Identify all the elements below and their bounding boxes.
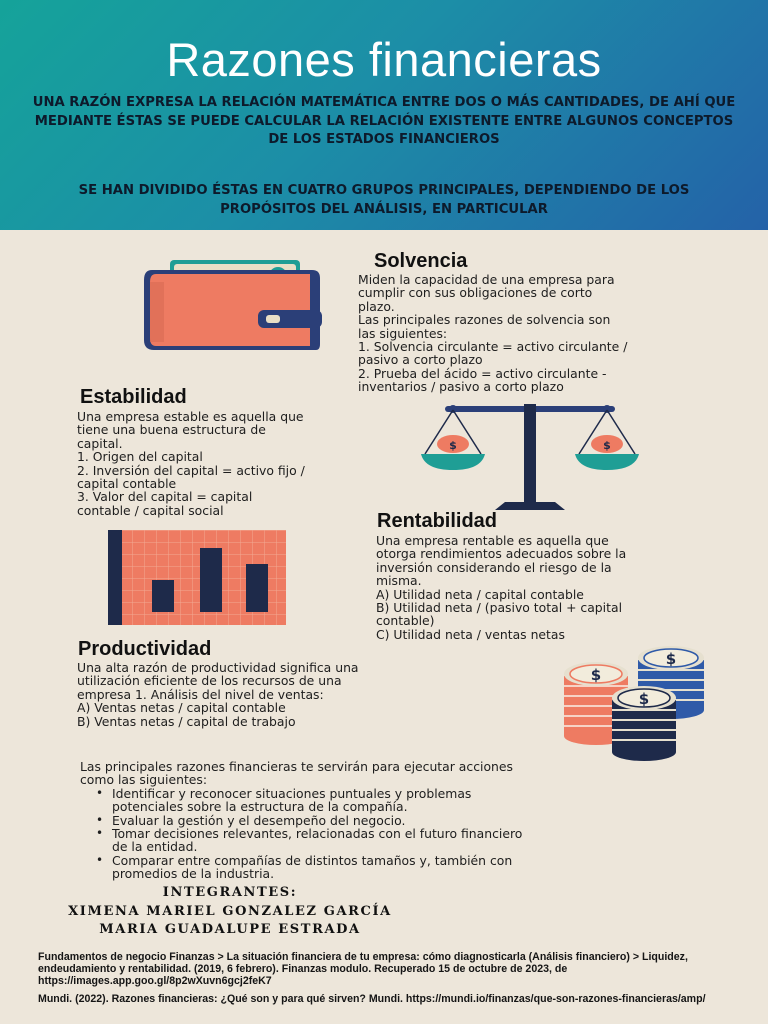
svg-text:$: $	[638, 690, 650, 708]
productividad-line: B) Ventas netas / capital de trabajo	[77, 713, 296, 729]
estabilidad-line: capital contable	[77, 476, 177, 492]
page-title: Razones financieras	[166, 33, 602, 86]
estabilidad-line: tiene una buena estructura de	[77, 422, 266, 438]
productividad-line: utilización eficiente de los recursos de una	[77, 673, 342, 689]
list-item: • Identificar y reconocer situaciones puntuales y problemas potenciales sobre la estructura de la compañía.	[112, 787, 720, 814]
rentabilidad-line: A) Utilidad neta / capital contable	[376, 586, 584, 602]
svg-text:$: $	[590, 666, 602, 684]
coin-stack-navy	[612, 686, 676, 761]
rentabilidad-text	[376, 534, 761, 641]
solvencia-line: 1. Solvencia circulante = activo circulante /	[358, 339, 628, 355]
estabilidad-line: 3. Valor del capital = capital	[77, 489, 253, 505]
list-item: • Comparar entre compañías de distintos tamaños y, también con promedios de la industria.	[112, 854, 720, 881]
summary-intro: Las principales razones financieras te servirán para ejecutar acciones como las siguientes:	[80, 759, 513, 788]
bar-chart-icon	[108, 530, 286, 625]
solvencia-line: pasivo a corto plazo	[358, 352, 483, 368]
svg-text:$: $	[603, 439, 611, 452]
wallet-icon	[140, 258, 325, 356]
team-label: INTEGRANTES:	[162, 885, 298, 900]
productividad-line: A) Ventas netas / capital contable	[77, 700, 286, 716]
svg-text:$: $	[449, 439, 457, 452]
solvencia-line: Las principales razones de solvencia son	[358, 312, 611, 328]
rentabilidad-line: inversión considerando el riesgo de la	[376, 559, 612, 575]
summary-section	[80, 760, 720, 881]
header-banner	[0, 0, 768, 230]
rentabilidad-line: Una empresa rentable es aquella que	[376, 533, 609, 548]
solvencia-text	[358, 273, 758, 394]
list-item: • Evaluar la gestión y el desempeño del negocio.	[112, 814, 720, 827]
team-member: XIMENA MARIEL GONZALEZ GARCÍA	[68, 904, 392, 919]
intro-paragraph: UNA RAZÓN EXPRESA LA RELACIÓN MATEMÁTICA ENTRE DOS O MÁS CANTIDADES, DE AHÍ QUE MEDIANTE ÉSTAS SE PUEDE CALCULAR LA RELACIÓN EXISTENTE ENTRE ALGUNOS CONCEPTOS DE LOS ESTADOS FINANCIEROS	[32, 95, 736, 147]
rentabilidad-line: misma.	[376, 573, 422, 589]
solvencia-line: Miden la capacidad de una empresa para	[358, 272, 615, 287]
productividad-text	[77, 661, 507, 728]
rentabilidad-heading: Rentabilidad	[377, 510, 498, 532]
list-item: • Tomar decisiones relevantes, relacionadas con el futuro financiero de la entidad.	[112, 827, 720, 854]
estabilidad-heading: Estabilidad	[80, 386, 187, 408]
estabilidad-text	[77, 410, 407, 517]
summary-list	[80, 787, 720, 881]
solvencia-heading: Solvencia	[374, 250, 468, 272]
solvencia-line: inventarios / pasivo a corto plazo	[358, 379, 564, 395]
productividad-heading: Productividad	[78, 638, 212, 660]
balance-scale-icon	[415, 398, 645, 513]
intro-groups-paragraph: SE HAN DIVIDIDO ÉSTAS EN CUATRO GRUPOS PRINCIPALES, DEPENDIENDO DE LOS PROPÓSITOS DEL ANÁLISIS, EN PARTICULAR	[78, 183, 690, 217]
solvencia-line: las siguientes:	[358, 325, 448, 341]
coin-stacks-icon	[560, 638, 710, 763]
rentabilidad-line: B) Utilidad neta / (pasivo total + capital	[376, 600, 623, 616]
estabilidad-line: 2. Inversión del capital = activo fijo /	[77, 462, 305, 478]
estabilidad-line: 1. Origen del capital	[77, 449, 203, 465]
solvencia-line: 2. Prueba del ácido = activo circulante -	[358, 365, 607, 381]
svg-text:$: $	[665, 650, 677, 668]
solvencia-line: cumplir con sus obligaciones de corto	[358, 285, 593, 301]
estabilidad-line: capital.	[77, 435, 123, 451]
rentabilidad-line: C) Utilidad neta / ventas netas	[376, 626, 565, 642]
reference-1: Fundamentos de negocio Finanzas > La situación financiera de tu empresa: cómo diagnosticarla (Análisis financiero) > Liquidez, endeudamiento y rentabilidad. (2019, 6 febrero). Finanzas modulo. Recuperado 15 de octubre de 2023, de https://images.app.goo.gl/8p2wXuvn6gcj2feK7	[38, 951, 688, 987]
team-member: MARIA GUADALUPE ESTRADA	[99, 922, 361, 937]
solvencia-line: plazo.	[358, 298, 395, 314]
rentabilidad-line: otorga rendimientos adecuados sobre la	[376, 546, 627, 562]
estabilidad-line: Una empresa estable es aquella que	[77, 409, 304, 424]
rentabilidad-line: contable)	[376, 613, 435, 629]
productividad-line: Una alta razón de productividad significa una	[77, 660, 359, 675]
productividad-line: empresa 1. Análisis del nivel de ventas:	[77, 686, 324, 702]
estabilidad-line: contable / capital social	[77, 502, 224, 518]
reference-2: Mundi. (2022). Razones financieras: ¿Qué son y para qué sirven? Mundi. https://mundi.io/finanzas/que-son-razones-financieras/amp/	[38, 993, 706, 1005]
